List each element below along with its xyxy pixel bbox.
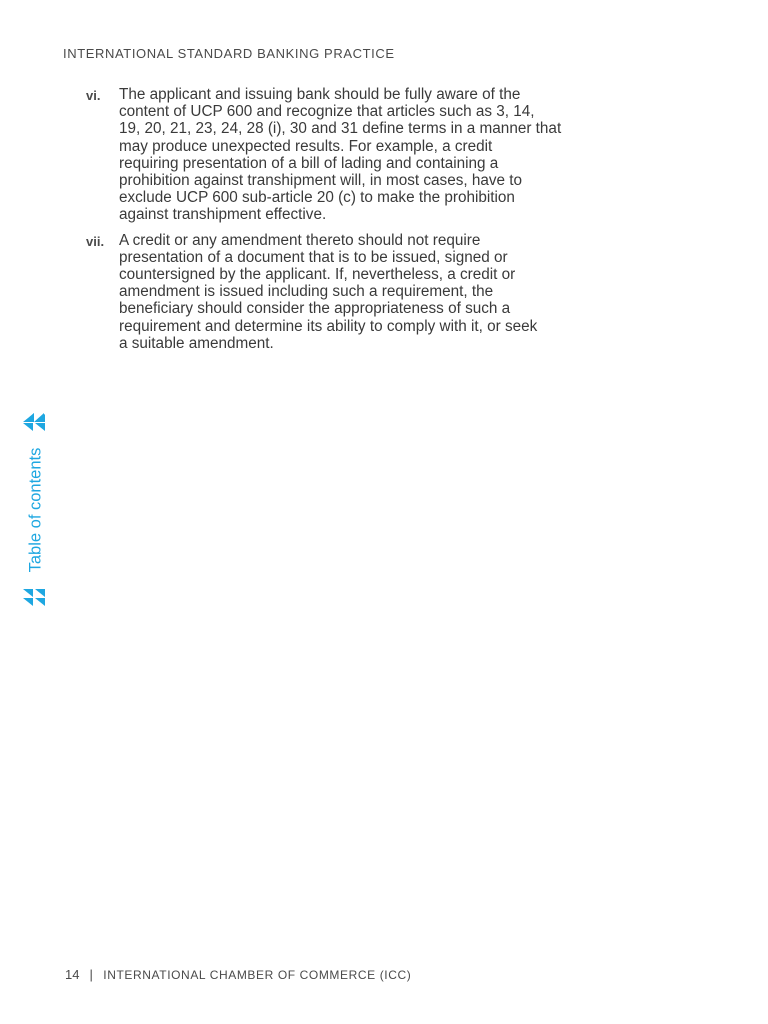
table-of-contents-nav bbox=[22, 412, 52, 612]
clause-text: The applicant and issuing bank should be fully aware of the content of UCP 600 and recognize that articles such as 3, 14, 19, 20, 21, 23, 24, 28 (i), 30 and 31 define terms in a manner that may produce unexpected results. For example, a credit requiring presentation of a bill of lading and containing a prohibition against transhipment will, in most cases, have to exclude UCP 600 sub-article 20 (c) to make the prohibition against transhipment effective. bbox=[119, 86, 562, 224]
clause-vii bbox=[86, 232, 676, 352]
footer-organization: INTERNATIONAL CHAMBER OF COMMERCE (ICC) bbox=[103, 968, 412, 982]
clause-number: vi. bbox=[86, 88, 101, 103]
double-chevron-down-icon[interactable] bbox=[22, 588, 50, 608]
clause-number: vii. bbox=[86, 233, 105, 249]
clause-text: A credit or any amendment thereto should not require presentation of a document that is to be issued, signed or countersigned by the applicant. If, nevertheless, a credit or amendment is issued including such a requirement, the beneficiary should consider the appropriateness of such a requirement and determine its ability to comply with it, or seek a suitable amendment. bbox=[119, 231, 538, 352]
toc-label-container bbox=[25, 440, 47, 580]
running-header: INTERNATIONAL STANDARD BANKING PRACTICE bbox=[63, 46, 395, 61]
clause-list bbox=[86, 86, 676, 360]
footer-separator: | bbox=[89, 967, 94, 982]
double-chevron-up-icon[interactable] bbox=[22, 412, 50, 432]
toc-link[interactable]: Table of contents bbox=[26, 447, 45, 573]
page-footer bbox=[65, 967, 411, 982]
page-number: 14 bbox=[65, 967, 80, 982]
clause-vi bbox=[86, 86, 676, 224]
